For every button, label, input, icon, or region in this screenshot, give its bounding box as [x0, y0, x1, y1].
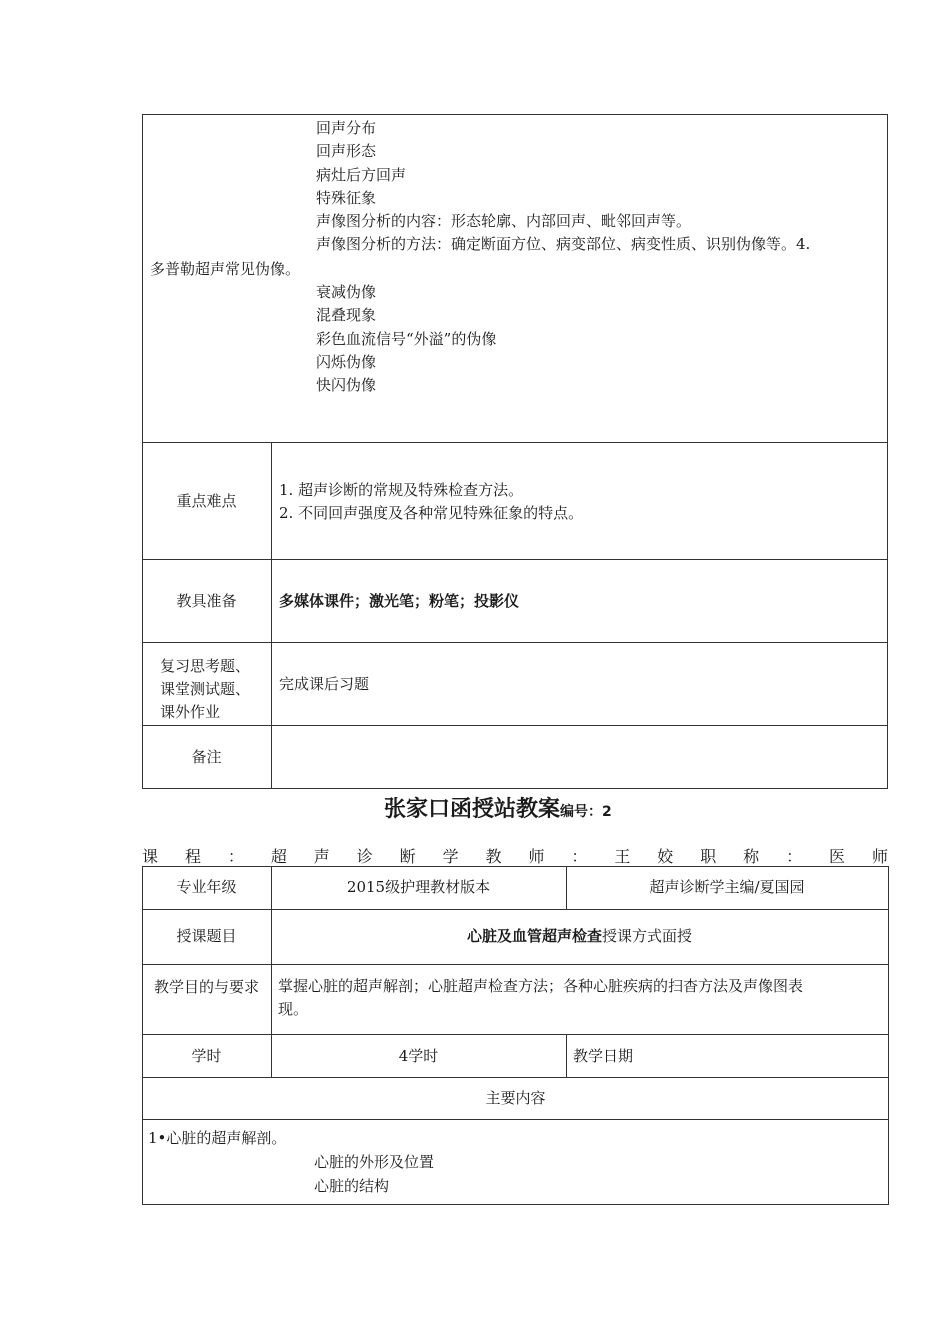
- content-line: 彩色血流信号“外溢”的伪像: [316, 329, 497, 348]
- lesson-plan-number: 编号：2: [560, 804, 612, 820]
- row-divider: [142, 725, 888, 726]
- main-content-label: 主要内容: [485, 1089, 546, 1107]
- row-divider: [142, 909, 889, 910]
- teaching-tools-value: 多媒体课件；激光笔；粉笔；投影仪: [279, 592, 520, 610]
- review-value: 完成课后习题: [279, 675, 370, 693]
- main-content-first-line: 1•心脏的超声解剖。: [148, 1129, 287, 1147]
- continuation-content-list-2: [316, 281, 496, 397]
- row-divider: [142, 964, 889, 965]
- course-line-char: 声: [313, 847, 330, 866]
- textbook-value: 超声诊断学主编/夏国园: [649, 878, 805, 896]
- course-line-char: 教: [485, 847, 502, 866]
- notes-label: 备注: [191, 748, 222, 766]
- lesson-plan-table: [142, 866, 889, 1205]
- content-line: 快闪伪像: [316, 376, 377, 395]
- content-line: 回声形态: [316, 142, 377, 161]
- course-line-char: 称: [743, 847, 760, 866]
- lesson-plan-title: 张家口函授站教案: [384, 797, 561, 822]
- row-divider: [142, 442, 888, 443]
- main-content-line: 心脏的外形及位置: [314, 1153, 435, 1171]
- course-line-char: 师: [528, 847, 545, 866]
- course-teacher-line: [142, 846, 888, 868]
- course-line-char: ：: [786, 847, 803, 866]
- course-line-char: 王: [614, 847, 631, 866]
- course-line-char: 学: [442, 847, 459, 866]
- aim-value-line: 现。: [278, 1000, 309, 1018]
- column-divider: [271, 442, 272, 789]
- course-line-char: 课: [142, 847, 159, 866]
- hours-label: 学时: [191, 1047, 222, 1065]
- course-line-char: ：: [227, 847, 244, 866]
- aim-label: 教学目的与要求: [153, 978, 259, 996]
- topic-label: 授课题目: [176, 927, 237, 945]
- topic-value: 心脏及血管超声检查: [466, 927, 602, 945]
- course-line-char: 医: [829, 847, 846, 866]
- content-line: 声像图分析的方法：确定断面方位、病变部位、病变性质、识别伪像等。4.: [316, 235, 811, 254]
- row-divider: [142, 1119, 889, 1120]
- column-divider: [566, 1034, 567, 1077]
- grade-value: 2015级护理教材版本: [346, 878, 491, 896]
- teaching-tools-label: 教具准备: [176, 592, 237, 610]
- course-line-char: 诊: [356, 847, 373, 866]
- content-line: 特殊征象: [316, 188, 377, 207]
- topic-cell: [271, 925, 888, 948]
- content-line: 衰减伪像: [316, 283, 377, 301]
- key-point-item: 2. 不同回声强度及各种常见特殊征象的特点。: [279, 504, 584, 522]
- course-line-char: 超: [270, 847, 287, 866]
- key-points-label: 重点难点: [176, 492, 237, 510]
- review-label: 课堂测试题、: [160, 680, 251, 698]
- aim-value-line: 掌握心脏的超声解剖；心脏超声检查方法；各种心脏疾病的扫杳方法及声像图表: [278, 977, 804, 995]
- key-point-item: 1. 超声诊断的常规及特殊检查方法。: [279, 481, 524, 499]
- lesson-plan-heading: [384, 792, 612, 823]
- course-line-char: 姣: [657, 847, 674, 866]
- continuation-content-list: [316, 117, 810, 257]
- row-divider: [142, 1034, 889, 1035]
- content-wrap-line: 多普勒超声常见伪像。: [150, 260, 301, 278]
- date-label: 教学日期: [573, 1047, 634, 1065]
- content-line: 声像图分析的内容：形态轮廓、内部回声、毗邻回声等。: [316, 212, 692, 231]
- content-line: 闪烁伪像: [316, 352, 377, 371]
- review-label: 复习思考题、: [160, 657, 251, 675]
- course-line-char: 断: [399, 847, 416, 866]
- course-line-char: ：: [571, 847, 588, 866]
- row-divider: [142, 642, 888, 643]
- content-line: 病灶后方回声: [316, 165, 407, 184]
- main-content-line: 心脏的结构: [314, 1177, 390, 1195]
- content-line: 回声分布: [316, 119, 377, 137]
- hours-value: 4学时: [398, 1047, 439, 1065]
- grade-label: 专业年级: [176, 878, 237, 896]
- course-line-char: 师: [871, 847, 888, 866]
- course-line-char: 程: [184, 847, 201, 866]
- row-divider: [142, 559, 888, 560]
- course-line-char: 职: [700, 847, 717, 866]
- content-line: 混叠现象: [316, 306, 377, 325]
- review-label: 课外作业: [160, 703, 221, 721]
- topic-method: 授课方式面授: [602, 927, 693, 945]
- row-divider: [142, 1077, 889, 1078]
